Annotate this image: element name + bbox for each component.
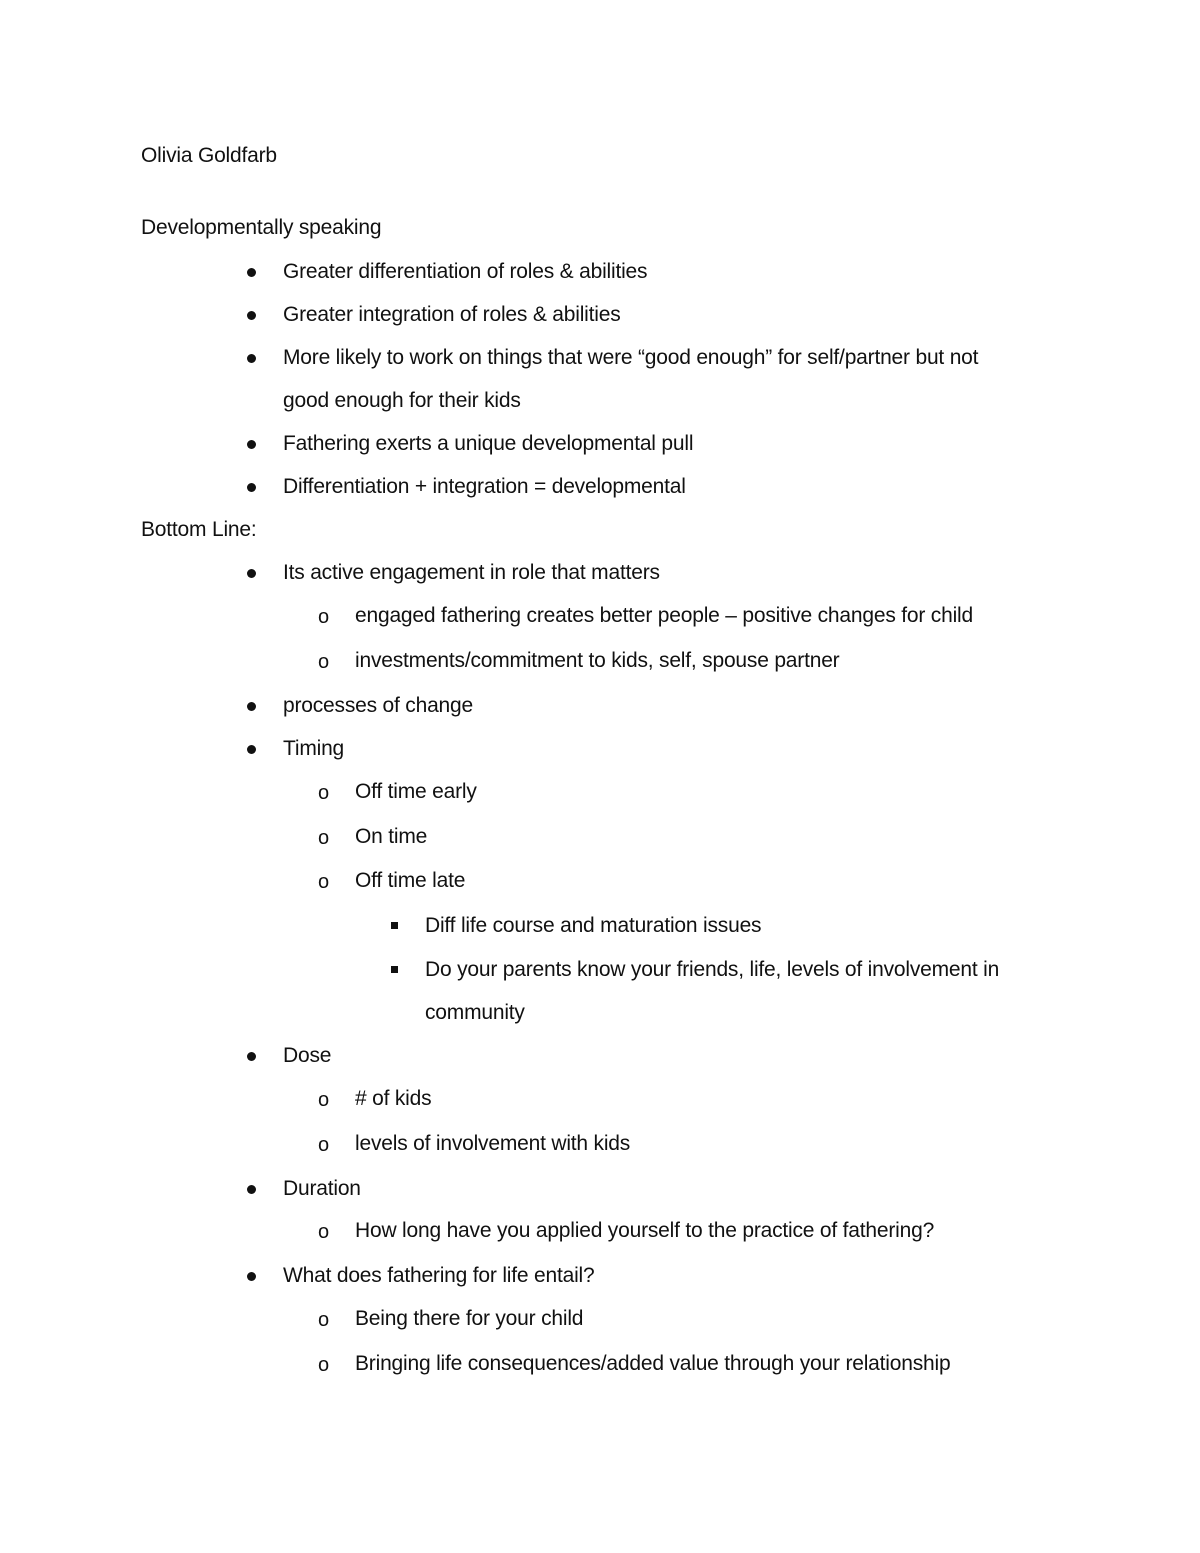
bullet-square-icon [391,966,398,973]
heading-developmentally-speaking: Developmentally speaking [141,216,382,239]
bullet-circle-icon: o [318,782,330,804]
list-item: Greater integration of roles & abilities [283,303,621,326]
list-item: Duration [283,1177,361,1200]
bullet-circle-icon: o [318,871,330,893]
sub-list-item: Off time late [355,869,466,892]
bullet-disc-icon [247,1272,256,1281]
sub-list-item: On time [355,825,428,848]
sub-list-item: How long have you applied yourself to the practice of fathering? [355,1219,935,1242]
list-item: What does fathering for life entail? [283,1264,595,1287]
sub-list-item: Being there for your child [355,1307,584,1330]
bullet-circle-icon: o [318,1089,330,1111]
bullet-disc-icon [247,354,256,363]
list-item: Greater differentiation of roles & abilities [283,260,648,283]
sub-sub-list-item-continuation: community [425,1001,525,1024]
bullet-circle-icon: o [318,651,330,673]
list-item: Its active engagement in role that matters [283,561,660,584]
sub-sub-list-item: Diff life course and maturation issues [425,914,762,937]
sub-list-item: levels of involvement with kids [355,1132,631,1155]
bullet-circle-icon: o [318,1221,330,1243]
heading-bottom-line: Bottom Line: [141,518,257,541]
list-item: Differentiation + integration = developmental [283,475,686,498]
bullet-disc-icon [247,1185,256,1194]
bullet-disc-icon [247,1052,256,1061]
bullet-disc-icon [247,702,256,711]
bullet-circle-icon: o [318,1354,330,1376]
bullet-circle-icon: o [318,1309,330,1331]
sub-list-item: # of kids [355,1087,432,1110]
bullet-square-icon [391,922,398,929]
bullet-circle-icon: o [318,606,330,628]
sub-list-item: engaged fathering creates better people – positive changes for child [355,604,973,627]
author-name: Olivia Goldfarb [141,144,277,167]
list-item: Fathering exerts a unique developmental pull [283,432,694,455]
bullet-disc-icon [247,745,256,754]
bullet-disc-icon [247,311,256,320]
list-item-continuation: good enough for their kids [283,389,521,412]
sub-list-item: Off time early [355,780,477,803]
bullet-circle-icon: o [318,1134,330,1156]
list-item: Dose [283,1044,332,1067]
sub-sub-list-item: Do your parents know your friends, life, levels of involvement in [425,958,1000,981]
list-item: Timing [283,737,345,760]
sub-list-item: Bringing life consequences/added value through your relationship [355,1352,951,1375]
list-item: processes of change [283,694,473,717]
bullet-disc-icon [247,483,256,492]
bullet-disc-icon [247,268,256,277]
bullet-disc-icon [247,440,256,449]
bullet-circle-icon: o [318,827,330,849]
list-item: More likely to work on things that were “good enough” for self/partner but not [283,346,979,369]
sub-list-item: investments/commitment to kids, self, spouse partner [355,649,840,672]
bullet-disc-icon [247,569,256,578]
